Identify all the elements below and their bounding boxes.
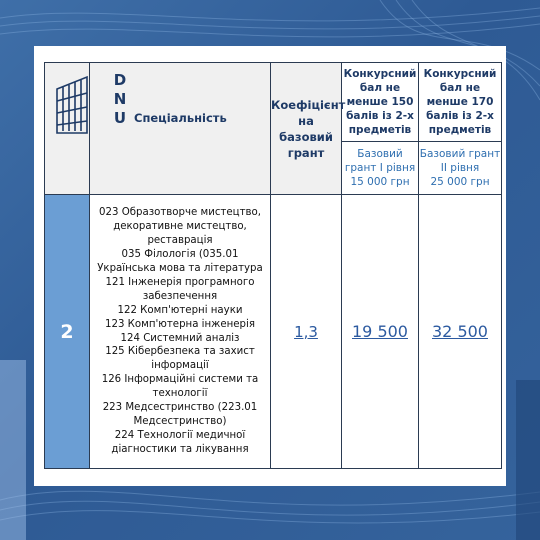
specialty-item: 223 Медсестринство (223.01 Медсестринство)	[102, 402, 258, 427]
specialty-item: 224 Технології медичної діагностики та лікування	[111, 429, 249, 455]
grant1-subheader	[342, 142, 419, 195]
specialty-header-cell	[90, 63, 271, 195]
coefficient-header: Коефіцієнт на базовий грант	[271, 63, 342, 195]
specialty-item: 023 Образотворче мистецтво, декоративне мистецтво, реставрація	[99, 207, 261, 247]
university-building-icon	[53, 63, 93, 191]
logo-letter-n: N	[113, 90, 127, 108]
grant1-level: Базовий грант І рівня	[344, 148, 416, 174]
specialty-item: 123 Комп'ютерна інженерія	[105, 318, 255, 330]
specialty-item: 121 Інженерія програмного забезпечення	[105, 276, 255, 302]
specialty-item: 122 Комп'ютерні науки	[117, 304, 243, 316]
dnu-logo-letters	[112, 71, 128, 128]
grant-table	[44, 62, 502, 469]
grant1-amount: 15 000 грн	[350, 176, 410, 188]
specialty-item: 125 Кібербезпека та захист інформації	[105, 346, 255, 372]
grant2-level: Базовий грант ІІ рівня	[419, 148, 501, 174]
grant1-header: Конкурсний бал не менше 150 балів із 2-х предметів	[342, 63, 419, 142]
grant1-value[interactable]: 19 500	[342, 195, 419, 469]
specialty-item: 126 Інформаційні системи та технології	[101, 374, 259, 400]
grant2-subheader	[419, 142, 502, 195]
specialty-column-title: Спеціальність	[134, 111, 227, 125]
grant2-header: Конкурсний бал не менше 170 балів із 2-х предметів	[419, 63, 502, 142]
logo-cell	[45, 63, 90, 195]
grant2-amount: 25 000 грн	[430, 176, 490, 188]
specialty-item: 035 Філологія (035.01 Українська мова та література	[97, 249, 263, 274]
logo-letter-u: U	[113, 109, 127, 127]
group-number: 2	[45, 195, 90, 469]
specialty-item: 124 Системний аналіз	[120, 332, 240, 344]
grant2-value[interactable]: 32 500	[419, 195, 502, 469]
table-card	[34, 46, 506, 486]
specialty-list	[90, 195, 271, 469]
coefficient-value[interactable]: 1,3	[271, 195, 342, 469]
logo-letter-d: D	[113, 71, 127, 89]
